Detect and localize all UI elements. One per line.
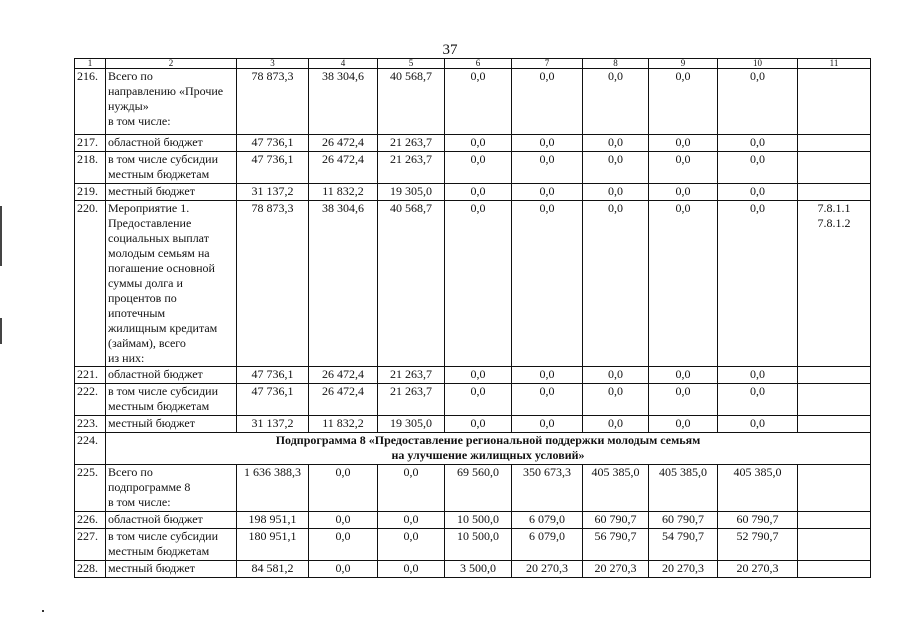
value-cell: 0,0: [649, 367, 718, 384]
value-cell: 0,0: [583, 201, 649, 367]
value-cell: 20 270,3: [718, 561, 798, 578]
value-cell: 38 304,6: [309, 201, 378, 367]
value-cell: 0,0: [583, 416, 649, 433]
value-cell: 0,0: [445, 184, 512, 201]
budget-table: [74, 58, 871, 578]
code-cell: [798, 184, 871, 201]
code-cell: [798, 529, 871, 561]
value-cell: 0,0: [445, 367, 512, 384]
code-cell: [798, 367, 871, 384]
row-name: Мероприятие 1. Предоставление социальных выплат молодым семьям на погашение основной суммы долга и процентов по ипотечным жилищным кредитам (займам), всего из них:: [106, 201, 237, 367]
value-cell: 31 137,2: [237, 416, 309, 433]
value-cell: 19 305,0: [378, 184, 445, 201]
value-cell: 180 951,1: [237, 529, 309, 561]
table-row: [75, 561, 871, 578]
row-number: 224.: [75, 433, 106, 465]
row-number: 217.: [75, 135, 106, 152]
value-cell: 26 472,4: [309, 367, 378, 384]
table-row: [75, 465, 871, 512]
column-number: 3: [237, 59, 309, 69]
value-cell: 0,0: [583, 69, 649, 135]
value-cell: 0,0: [378, 465, 445, 512]
row-number: 219.: [75, 184, 106, 201]
row-name: в том числе субсидии местным бюджетам: [106, 152, 237, 184]
value-cell: 0,0: [583, 135, 649, 152]
code-cell: [798, 384, 871, 416]
row-name: в том числе субсидии местным бюджетам: [106, 529, 237, 561]
column-number: 7: [512, 59, 583, 69]
row-number: 223.: [75, 416, 106, 433]
value-cell: 21 263,7: [378, 384, 445, 416]
value-cell: 20 270,3: [583, 561, 649, 578]
value-cell: 0,0: [378, 512, 445, 529]
value-cell: 1 636 388,3: [237, 465, 309, 512]
value-cell: 0,0: [649, 69, 718, 135]
row-number: 220.: [75, 201, 106, 367]
table-row: [75, 184, 871, 201]
row-name: местный бюджет: [106, 416, 237, 433]
code-cell: [798, 69, 871, 135]
value-cell: 21 263,7: [378, 152, 445, 184]
value-cell: 19 305,0: [378, 416, 445, 433]
value-cell: 20 270,3: [649, 561, 718, 578]
column-number: 1: [75, 59, 106, 69]
value-cell: 0,0: [378, 529, 445, 561]
value-cell: 10 500,0: [445, 512, 512, 529]
value-cell: 0,0: [445, 135, 512, 152]
code-cell: [798, 465, 871, 512]
value-cell: 0,0: [512, 152, 583, 184]
row-number: 216.: [75, 69, 106, 135]
value-cell: 60 790,7: [583, 512, 649, 529]
value-cell: 0,0: [512, 184, 583, 201]
value-cell: 60 790,7: [649, 512, 718, 529]
row-number: 221.: [75, 367, 106, 384]
value-cell: 0,0: [583, 384, 649, 416]
table-row: [75, 135, 871, 152]
value-cell: 0,0: [309, 529, 378, 561]
value-cell: 40 568,7: [378, 201, 445, 367]
value-cell: 0,0: [378, 561, 445, 578]
value-cell: 78 873,3: [237, 69, 309, 135]
value-cell: 405 385,0: [649, 465, 718, 512]
value-cell: 0,0: [718, 416, 798, 433]
table-row: [75, 512, 871, 529]
scan-speck: [42, 610, 44, 612]
value-cell: 0,0: [718, 201, 798, 367]
row-name: местный бюджет: [106, 561, 237, 578]
row-number: 218.: [75, 152, 106, 184]
value-cell: 47 736,1: [237, 152, 309, 184]
value-cell: 6 079,0: [512, 529, 583, 561]
column-number: 10: [718, 59, 798, 69]
value-cell: 0,0: [583, 152, 649, 184]
row-name: областной бюджет: [106, 135, 237, 152]
value-cell: 0,0: [512, 384, 583, 416]
value-cell: 47 736,1: [237, 384, 309, 416]
value-cell: 0,0: [718, 367, 798, 384]
code-cell: 7.8.1.1 7.8.1.2: [798, 201, 871, 367]
table-row: [75, 69, 871, 135]
value-cell: 405 385,0: [718, 465, 798, 512]
code-cell: [798, 512, 871, 529]
column-number: 6: [445, 59, 512, 69]
value-cell: 0,0: [309, 465, 378, 512]
value-cell: 0,0: [583, 184, 649, 201]
value-cell: 0,0: [718, 152, 798, 184]
row-number: 226.: [75, 512, 106, 529]
code-cell: [798, 561, 871, 578]
value-cell: 38 304,6: [309, 69, 378, 135]
value-cell: 47 736,1: [237, 367, 309, 384]
row-number: 228.: [75, 561, 106, 578]
value-cell: 0,0: [512, 69, 583, 135]
value-cell: 0,0: [445, 201, 512, 367]
value-cell: 26 472,4: [309, 384, 378, 416]
row-number: 222.: [75, 384, 106, 416]
table-row: [75, 416, 871, 433]
value-cell: 40 568,7: [378, 69, 445, 135]
value-cell: 0,0: [445, 152, 512, 184]
value-cell: 0,0: [583, 367, 649, 384]
value-cell: 47 736,1: [237, 135, 309, 152]
value-cell: 20 270,3: [512, 561, 583, 578]
value-cell: 0,0: [718, 184, 798, 201]
value-cell: 0,0: [718, 69, 798, 135]
row-name: областной бюджет: [106, 367, 237, 384]
column-number: 2: [106, 59, 237, 69]
column-number: 4: [309, 59, 378, 69]
value-cell: 11 832,2: [309, 184, 378, 201]
value-cell: 0,0: [445, 69, 512, 135]
value-cell: 0,0: [718, 384, 798, 416]
value-cell: 56 790,7: [583, 529, 649, 561]
page-number: 37: [442, 42, 458, 58]
section-row: [75, 433, 871, 465]
value-cell: 69 560,0: [445, 465, 512, 512]
value-cell: 350 673,3: [512, 465, 583, 512]
value-cell: 84 581,2: [237, 561, 309, 578]
row-number: 227.: [75, 529, 106, 561]
value-cell: 78 873,3: [237, 201, 309, 367]
value-cell: 31 137,2: [237, 184, 309, 201]
row-number: 225.: [75, 465, 106, 512]
table-row: [75, 529, 871, 561]
row-name: Всего по подпрограмме 8 в том числе:: [106, 465, 237, 512]
row-name: областной бюджет: [106, 512, 237, 529]
row-name: местный бюджет: [106, 184, 237, 201]
row-name: Всего по направлению «Прочие нужды» в том числе:: [106, 69, 237, 135]
value-cell: 0,0: [512, 416, 583, 433]
scan-margin-mark: [0, 206, 2, 266]
code-cell: [798, 416, 871, 433]
value-cell: 0,0: [649, 184, 718, 201]
value-cell: 0,0: [512, 201, 583, 367]
value-cell: 60 790,7: [718, 512, 798, 529]
column-number: 11: [798, 59, 871, 69]
table-row: [75, 152, 871, 184]
value-cell: 0,0: [649, 416, 718, 433]
value-cell: 0,0: [445, 384, 512, 416]
value-cell: 21 263,7: [378, 367, 445, 384]
value-cell: 11 832,2: [309, 416, 378, 433]
value-cell: 3 500,0: [445, 561, 512, 578]
value-cell: 0,0: [649, 384, 718, 416]
value-cell: 0,0: [649, 152, 718, 184]
row-name: в том числе субсидии местным бюджетам: [106, 384, 237, 416]
code-cell: [798, 152, 871, 184]
value-cell: 6 079,0: [512, 512, 583, 529]
value-cell: 0,0: [718, 135, 798, 152]
column-number: 5: [378, 59, 445, 69]
value-cell: 26 472,4: [309, 135, 378, 152]
value-cell: 0,0: [309, 512, 378, 529]
value-cell: 26 472,4: [309, 152, 378, 184]
table-row: [75, 384, 871, 416]
value-cell: 198 951,1: [237, 512, 309, 529]
value-cell: 0,0: [649, 201, 718, 367]
value-cell: 54 790,7: [649, 529, 718, 561]
column-number: 8: [583, 59, 649, 69]
table-row: [75, 367, 871, 384]
table-row: [75, 201, 871, 367]
value-cell: 21 263,7: [378, 135, 445, 152]
column-number-row: [75, 59, 871, 69]
value-cell: 0,0: [512, 135, 583, 152]
value-cell: 10 500,0: [445, 529, 512, 561]
value-cell: 0,0: [512, 367, 583, 384]
value-cell: 405 385,0: [583, 465, 649, 512]
value-cell: 0,0: [309, 561, 378, 578]
scan-margin-mark: [0, 318, 2, 344]
section-title: Подпрограмма 8 «Предоставление региональной поддержки молодым семьям на улучшение жилищных условий»: [106, 433, 871, 465]
value-cell: 0,0: [649, 135, 718, 152]
code-cell: [798, 135, 871, 152]
value-cell: 52 790,7: [718, 529, 798, 561]
value-cell: 0,0: [445, 416, 512, 433]
column-number: 9: [649, 59, 718, 69]
